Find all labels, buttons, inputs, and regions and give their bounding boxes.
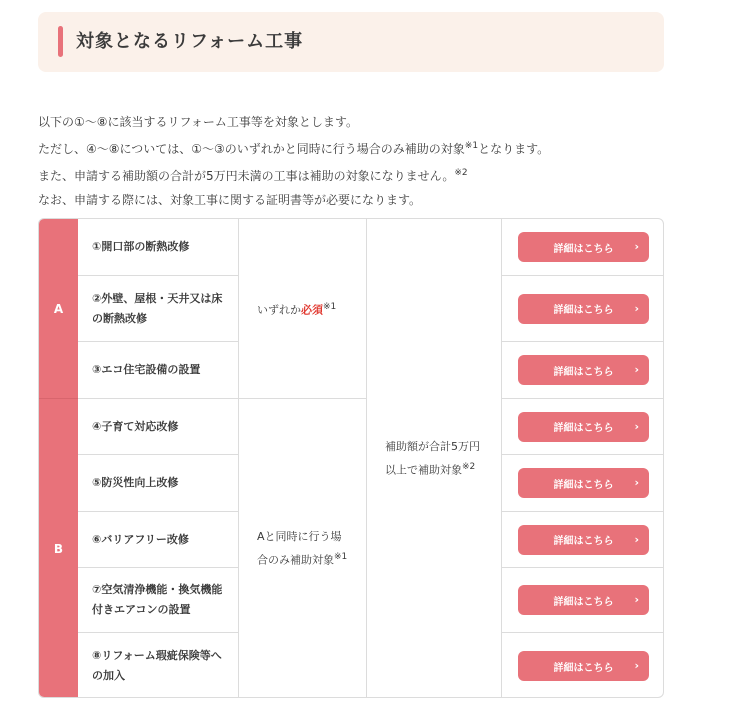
item-1: ①開口部の断熱改修 (78, 219, 238, 276)
item-7: ⑦空気清浄機能・換気機能付きエアコンの設置 (78, 568, 238, 633)
detail-button-6[interactable]: 詳細はこちら › (518, 525, 649, 555)
intro-text (38, 110, 698, 212)
chevron-right-icon: › (634, 593, 639, 606)
intro-line-2: ただし、④〜⑧については、①〜③のいずれかと同時に行う場合のみ補助の対象$^{※1}$となります。 (38, 141, 550, 156)
chevron-right-icon: › (634, 240, 639, 253)
detail-cell-1 (501, 219, 664, 276)
item-4: ④子育て対応改修 (78, 399, 238, 455)
item-5: ⑤防災性向上改修 (78, 455, 238, 512)
chevron-right-icon: › (634, 532, 639, 546)
intro-line-3: また、申請する補助額の合計が5万円未満の工事は補助の対象になりません。$^{※2}$ (38, 168, 468, 183)
detail-button-5[interactable]: 詳細はこちら › (518, 468, 649, 498)
detail-cell-2 (501, 276, 664, 342)
group-b-label: B (39, 399, 78, 698)
chevron-right-icon: › (634, 363, 639, 376)
item-6: ⑥バリアフリー改修 (78, 512, 238, 568)
header-accent-bar (58, 26, 63, 57)
chevron-right-icon: › (634, 419, 639, 433)
intro-line-1: 以下の①〜⑧に該当するリフォーム工事等を対象とします。 (38, 115, 358, 129)
detail-button-3[interactable]: 詳細はこちら › (518, 355, 649, 385)
intro-line-4: なお、申請する際には、対象工事に関する証明書等が必要になります。 (38, 193, 422, 207)
detail-button-7[interactable]: 詳細はこちら › (518, 585, 649, 615)
condition-total: 補助額が合計5万円以上で補助対象$^{※2}$ (366, 219, 501, 698)
detail-cell-8 (501, 633, 664, 698)
condition-b: Aと同時に行う場合のみ補助対象$^{※1}$ (238, 399, 366, 698)
chevron-right-icon: › (634, 476, 639, 489)
detail-cell-6 (501, 512, 664, 568)
required-mark: 必須 (301, 303, 323, 317)
item-3: ③エコ住宅設備の設置 (78, 342, 238, 399)
section-title: 対象となるリフォーム工事 (76, 31, 304, 52)
item-2: ②外壁、屋根・天井又は床の断熱改修 (78, 276, 238, 342)
detail-cell-5 (501, 455, 664, 512)
chevron-right-icon: › (634, 659, 639, 672)
condition-a: いずれか必須$^{※1}$ (238, 219, 366, 399)
item-8: ⑧リフォーム瑕疵保険等への加入 (92, 649, 222, 682)
chevron-right-icon: › (634, 301, 639, 315)
detail-button-8[interactable]: 詳細はこちら › (518, 651, 649, 681)
detail-cell-4 (501, 399, 664, 455)
group-a-label: A (39, 219, 78, 398)
detail-cell-3 (501, 342, 664, 399)
section-header (38, 12, 664, 72)
detail-cell-7 (501, 568, 664, 633)
detail-button-4[interactable]: 詳細はこちら › (518, 412, 649, 442)
reform-table (38, 218, 664, 698)
detail-button-2[interactable]: 詳細はこちら › (518, 294, 649, 324)
detail-button-1[interactable]: 詳細はこちら › (518, 232, 649, 262)
